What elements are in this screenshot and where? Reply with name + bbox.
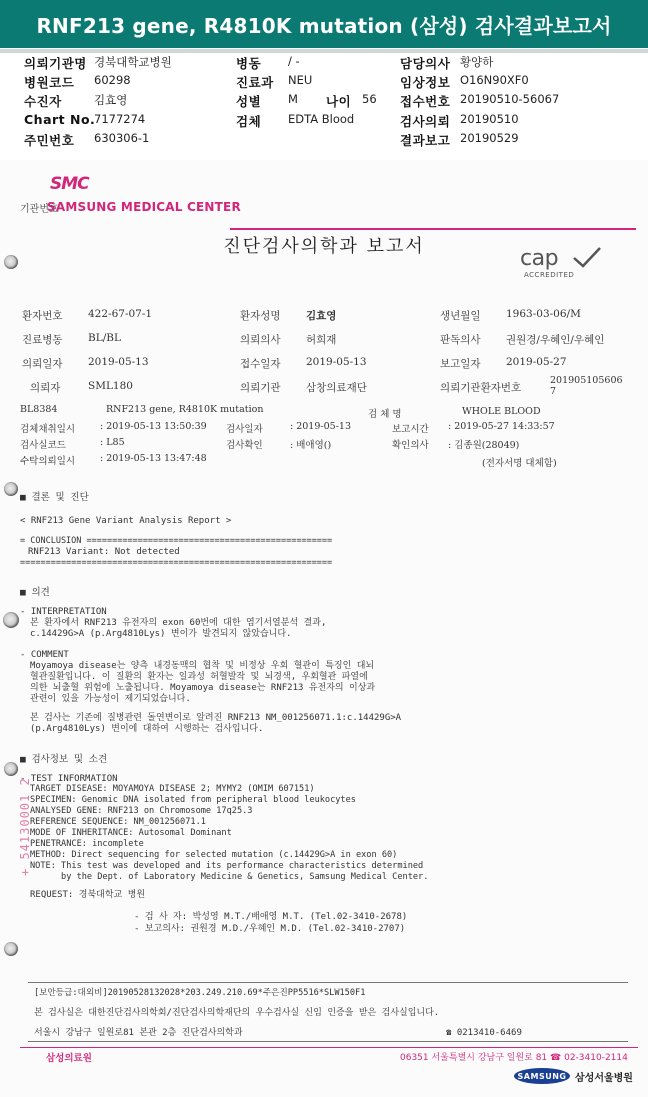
conclusion-value: RNF213 Variant: Not detected [28, 547, 180, 557]
patient-value: 1963-03-06/M [506, 308, 581, 320]
smc-logo: SMC [50, 174, 89, 194]
info-value: O16N90XF0 [460, 73, 529, 87]
info-value: EDTA Blood [288, 112, 355, 126]
section-info-heading: ■ 검사정보 및 소견 [20, 754, 108, 765]
test-label: 수탁의뢰일시 [20, 456, 76, 467]
comment-line: 관련이 있을 가능성이 제기되었습니다. [30, 694, 191, 704]
smc-logo-subtitle: SAMSUNG MEDICAL CENTER [47, 200, 241, 214]
info-value: 김효영 [94, 93, 128, 107]
patient-value: 김효영 [306, 310, 337, 322]
staff-line: - 보고의사: 권원경 M.D./우혜인 M.D. (Tel.02-3410-2707) [134, 924, 406, 934]
info-value: 7177274 [94, 112, 146, 126]
info-label: 검체 [236, 114, 262, 129]
info-label: 담당의사 [400, 56, 451, 71]
test-value: : 김종원(28049) [448, 440, 520, 451]
cap-logo-text: cap [520, 246, 559, 271]
checkmark-icon [572, 246, 602, 268]
footer-address: 06351 서울특별시 강남구 일원로 81 ☎ 02-3410-2114 [400, 1053, 628, 1063]
patient-label: 의뢰기관환자번호 [440, 382, 522, 394]
patient-value: 허희재 [306, 334, 337, 346]
info-value: / - [288, 54, 300, 68]
samsung-hospital-name: 삼성서울병원 [575, 1073, 633, 1084]
info-value: 630306-1 [94, 131, 150, 145]
patient-label: 의뢰자 [30, 382, 61, 394]
report-document-title: 진단검사의학과 보고서 [223, 236, 425, 257]
specimen-label: 검 체 명 [368, 409, 402, 420]
section-opinion-heading: ■ 의견 [20, 587, 50, 598]
patient-label: 진료병동 [22, 334, 63, 346]
info-label: Chart No. [24, 112, 96, 127]
info-value: NEU [288, 73, 313, 87]
section-result-heading: ■ 결론 및 진단 [20, 492, 89, 503]
info-value: 20190510 [460, 112, 519, 126]
comment-line: Moyamoya disease는 양측 내경동맥의 협착 및 비정상 우회 혈관이 특징인 대뇌 [30, 661, 375, 671]
test-value: : L85 [100, 437, 125, 448]
patient-label: 환자번호 [22, 310, 63, 322]
comment-line: 의한 뇌출혈 위험에 노출됩니다. Moyamoya disease는 RNF213 유전자의 이상과 [30, 683, 376, 693]
interpretation-line: c.14429G>A (p.Arg4810Lys) 변이가 발견되지 않았습니다. [30, 629, 292, 639]
patient-value: BL/BL [88, 332, 121, 344]
info-label: 주민번호 [24, 133, 75, 148]
punch-hole-icon [4, 942, 18, 956]
test-info-line: NOTE: This test was developed and its performance characteristics determined [30, 861, 424, 871]
test-info-line: TARGET DISEASE: MOYAMOYA DISEASE 2; MYMY2 (OMIM 607151) [30, 784, 315, 794]
patient-value: 422-67-07-1 [88, 308, 153, 320]
info-label: 병동 [236, 56, 262, 71]
info-label: 결과보고 [400, 133, 451, 148]
age-value: 56 [362, 92, 377, 106]
conclusion-divider-end: ============================================================= [20, 558, 333, 568]
address-line: 서울시 강남구 일원로81 본관 2층 진단검사의학과 [34, 1028, 243, 1038]
certification-line: 본 검사실은 대한진단검사의학회/진단검사의학재단의 우수검사실 신임 인증을 받은 검사실입니다. [34, 1008, 440, 1018]
test-code: BL8384 [20, 404, 58, 415]
cap-accredited-text: ACCREDITED [524, 271, 575, 279]
test-label: 확인의사 [392, 440, 429, 451]
patient-value: 권원경/우혜인/우혜인 [506, 334, 605, 346]
patient-value: 삼창의료재단 [306, 382, 367, 394]
info-row [0, 54, 648, 71]
punch-hole-icon [3, 612, 19, 628]
info-value: 경북대학교병원 [94, 55, 172, 69]
comment-line: 본 검사는 기존에 질병관련 돌연변이로 알려진 RNF213 NM_001256071.1:c.14429G>A [30, 713, 402, 723]
test-label: 검사확인 [226, 440, 263, 451]
patient-label: 의뢰일자 [22, 358, 63, 370]
patient-label: 생년월일 [440, 310, 481, 322]
info-label: 접수번호 [400, 94, 451, 109]
test-info-line: METHOD: Direct sequencing for selected mutation (c.14429G>A in exon 60) [30, 850, 398, 860]
info-value: M [288, 92, 298, 106]
test-value: : 2019-05-27 14:33:57 [448, 421, 555, 432]
patient-value-cont: 7 [550, 386, 557, 397]
info-label: 의뢰기관명 [24, 56, 87, 71]
test-info-line: SPECIMEN: Genomic DNA isolated from peripheral blood leukocytes [30, 795, 356, 805]
staff-line: - 검 사 자: 박성영 M.T./배애영 M.T. (Tel.02-3410-2678) [134, 912, 408, 922]
test-info-line: by the Dept. of Laboratory Medicine & Genetics, Samsung Medical Center. [30, 872, 429, 882]
test-label: 검사일자 [226, 424, 263, 435]
analysis-report-title: < RNF213 Gene Variant Analysis Report > [20, 516, 232, 526]
security-line: [보안등급:대외비]20190528132028*203.249.210.69*주은진PP5516*SLW150F1 [34, 988, 366, 998]
test-name: RNF213 gene, R4810K mutation [106, 404, 264, 415]
test-value: : 2019-05-13 13:50:39 [100, 421, 207, 432]
footer-rule [20, 1047, 638, 1048]
info-value: 황양하 [460, 55, 494, 69]
info-label: 임상정보 [400, 75, 451, 90]
patient-value: 2019-05-13 [306, 356, 367, 368]
order-info [0, 54, 648, 150]
scanned-report [0, 160, 648, 1097]
test-info-line: PENETRANCE: incomplete [30, 839, 144, 849]
info-label: 검사의뢰 [400, 114, 451, 129]
info-value: 20190510-56067 [460, 92, 560, 106]
patient-label: 의뢰기관 [240, 382, 281, 394]
info-row [0, 131, 648, 148]
samsung-logo-text: SAMSUNG [517, 1071, 567, 1081]
phone-line: ☎ 0213410-6469 [446, 1028, 522, 1038]
test-info-line: REFERENCE SEQUENCE: NM_001256071.1 [30, 817, 206, 827]
punch-hole-icon [4, 255, 18, 269]
info-value: 20190529 [460, 131, 519, 145]
interpretation-heading: - INTERPRETATION [20, 607, 107, 617]
patient-value: 2019-05-27 [506, 356, 567, 368]
patient-label: 접수일자 [240, 358, 281, 370]
samsung-logo [514, 1068, 570, 1084]
comment-line: 혈관질환입니다. 이 질환의 환자는 일과성 허혈발작 및 뇌경색, 우회혈관 파열에 [30, 672, 368, 682]
info-row [0, 92, 648, 109]
patient-label: 판독의사 [440, 334, 481, 346]
report-title-bar [0, 0, 648, 48]
test-label: 검사실코드 [20, 440, 66, 451]
info-label: 성별 [236, 94, 262, 109]
comment-heading: - COMMENT [20, 650, 69, 660]
info-row [0, 112, 648, 129]
test-label: 보고시간 [392, 424, 429, 435]
specimen-value: WHOLE BLOOD [462, 406, 541, 417]
test-info-heading: - TEST INFORMATION [20, 774, 118, 784]
comment-line: (p.Arg4810Lys) 변이에 대하여 시행하는 검사입니다. [30, 724, 264, 734]
patient-value: 2019-05-13 [88, 356, 149, 368]
info-label: 병원코드 [24, 75, 75, 90]
e-signature-note: (전자서명 대체함) [482, 458, 557, 469]
interpretation-line: 본 환자에서 RNF213 유전자의 exon 60번에 대한 염기서열분석 결과, [30, 618, 327, 628]
footer-org-name: 삼성의료원 [46, 1053, 92, 1064]
report-title: RNF213 gene, R4810K mutation (삼성) 검사결과보고서 [36, 13, 612, 38]
test-label: 검체채취일시 [20, 424, 76, 435]
patient-label: 의뢰의사 [240, 334, 281, 346]
conclusion-divider: = CONCLUSION ================================================ [20, 536, 333, 546]
info-value: 60298 [94, 73, 131, 87]
test-info-line: ANALYSED GENE: RNF213 on Chromosome 17q25.3 [30, 806, 253, 816]
header-rule [230, 228, 636, 230]
patient-label: 환자성명 [240, 310, 281, 322]
institution-number-label: 기관번호 [20, 204, 59, 215]
patient-value: 201905105606 [550, 375, 623, 386]
patient-label: 보고일자 [440, 358, 481, 370]
info-label: 진료과 [236, 75, 274, 90]
test-value: : 2019-05-13 13:47:48 [100, 453, 207, 464]
request-line: REQUEST: 경북대학교 병원 [30, 890, 146, 900]
test-info-line: MODE OF INHERITANCE: Autosomal Dominant [30, 828, 232, 838]
test-value: : 배애영() [290, 440, 332, 451]
punch-hole-icon [4, 762, 18, 776]
age-label: 나이 [326, 94, 352, 109]
cap-accredited-logo [520, 246, 606, 280]
info-label: 수진자 [24, 94, 62, 109]
punch-hole-icon [4, 482, 18, 496]
info-row [0, 73, 648, 90]
side-barcode-number: + 54130001 2 [18, 777, 32, 876]
test-value: : 2019-05-13 [290, 421, 351, 432]
patient-value: SML180 [88, 380, 133, 392]
